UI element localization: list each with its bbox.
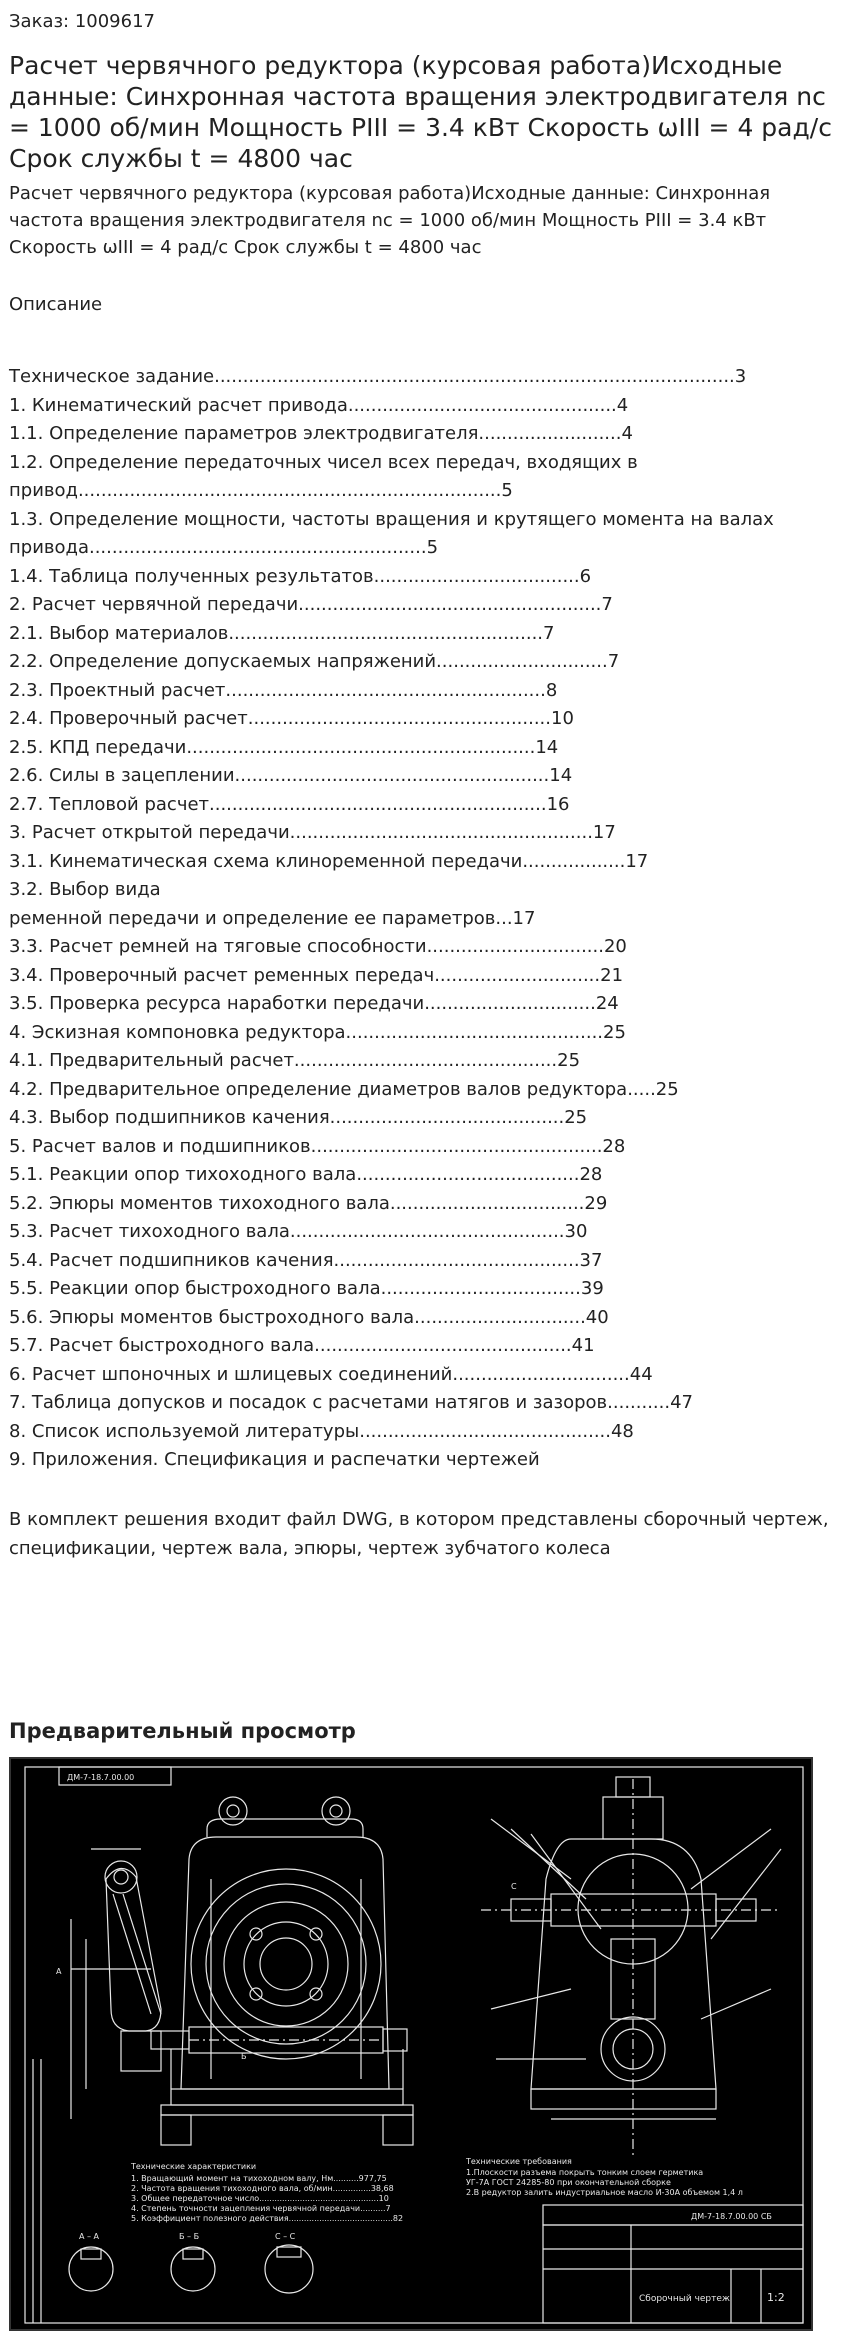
toc-line: 5.3. Расчет тихоходного вала................................................30 (9, 1221, 588, 1242)
toc-line: 9. Приложения. Спецификация и распечатки чертежей (9, 1449, 540, 1470)
toc-line: 6. Расчет шпоночных и шлицевых соединений...............................44 (9, 1363, 653, 1385)
toc-line: 3. Расчет открытой передачи.....................................................17 (9, 822, 616, 843)
toc-line: привод..........................................................................5 (9, 480, 513, 501)
toc-line: 2.3. Проектный расчет........................................................8 (9, 679, 558, 701)
tech-line: 3. Общее передаточное число...............................................10 (131, 2193, 389, 2203)
description-heading: Описание (9, 294, 103, 315)
stamp-title: Сборочный чертеж (639, 2293, 731, 2304)
toc-line: 7. Таблица допусков и посадок с расчетами натягов и зазоров...........47 (9, 1392, 693, 1413)
view-label: С (511, 1881, 517, 1891)
gearbox-front-view (151, 1797, 413, 2145)
subtitle: Расчет червячного редуктора (курсовая работа)Исходные данные: Синхронная частота вращения электродвигателя nc = 1000 об/мин Мощность PIII = 3.4 кВт Скорость ωIII = 4 рад/с Срок службы t = 4800 час (9, 183, 771, 258)
page-title: Расчет червячного редуктора (курсовая работа)Исходные данные: Синхронная частота вращения электродвигателя nc = 1000 об/мин Мощность PIII = 3.4 кВт Скорость ωIII = 4 рад/с Срок службы t = 4800 час (9, 51, 832, 173)
tech-line: 1. Вращающий момент на тихоходном валу, Нм..........977,75 (131, 2173, 387, 2183)
view-label: Б (241, 2051, 247, 2061)
toc-line: 5. Расчет валов и подшипников...................................................28 (9, 1135, 626, 1157)
section-label: С – С (275, 2231, 296, 2241)
drawing-frame (25, 1767, 803, 2323)
toc-line: 3.2. Выбор вида (9, 879, 161, 900)
toc-line: 1.1. Определение параметров электродвигателя.........................4 (9, 423, 633, 444)
toc-line: 4.2. Предварительное определение диаметров валов редуктора.....25 (9, 1078, 679, 1100)
toc-line: привода...........................................................5 (9, 537, 439, 558)
tech-line: 5. Коэффициент полезного действия.........................................82 (131, 2213, 404, 2223)
toc-line: Техническое задание...........................................................................................3 (9, 366, 747, 387)
toc-line: 1. Кинематический расчет привода...............................................4 (9, 394, 629, 416)
toc-line: 1.4. Таблица полученных результатов....................................6 (9, 565, 592, 587)
view-label: А (56, 1966, 62, 1976)
toc-line: 3.1. Кинематическая схема клиноременной передачи..................17 (9, 850, 649, 872)
section-label: А – А (79, 2231, 100, 2241)
table-of-contents (9, 363, 838, 1475)
toc-line: 3.5. Проверка ресурса наработки передачи..............................24 (9, 993, 619, 1014)
drawing-preview[interactable] (9, 1757, 813, 2331)
section-label: Б – Б (179, 2231, 200, 2241)
req-line: 1.Плоскости разъема покрыть тонким слоем герметика (466, 2167, 704, 2177)
toc-line: 2.1. Выбор материалов.......................................................7 (9, 622, 555, 644)
toc-line: 2.4. Проверочный расчет.....................................................10 (9, 708, 574, 729)
tech-line: 4. Степень точности зацепления червячной передачи..........7 (131, 2203, 391, 2213)
req-heading: Технические требования (466, 2156, 572, 2166)
toc-line: 4.3. Выбор подшипников качения.........................................25 (9, 1107, 588, 1128)
toc-line: ременной передачи и определение ее параметров...17 (9, 907, 536, 929)
toc-line: 5.1. Реакции опор тихоходного вала.......................................28 (9, 1164, 603, 1185)
section-views (69, 2245, 313, 2293)
tech-heading: Технические характеристики (131, 2161, 257, 2171)
toc-line: 5.6. Эпюры моментов быстроходного вала..............................40 (9, 1306, 609, 1328)
title-block (543, 2225, 803, 2323)
package-note: В комплект решения входит файл DWG, в котором представлены сборочный чертеж, спецификации, чертеж вала, эпюры, чертеж зубчатого колеса (9, 1508, 829, 1559)
toc-line: 2.5. КПД передачи.............................................................14 (9, 736, 559, 758)
toc-line: 3.3. Расчет ремней на тяговые способности...............................20 (9, 936, 627, 957)
stamp-code: ДМ-7-18.7.00.00 СБ (691, 2211, 772, 2221)
req-line: 2.В редуктор залить индустриальное масло И-30А объемом 1,4 л (466, 2187, 743, 2197)
toc-line: 2. Расчет червячной передачи.....................................................7 (9, 594, 613, 615)
gearbox-side-section (481, 1777, 781, 2159)
req-line: УГ-7А ГОСТ 24285-80 при окончательной сборке (466, 2177, 671, 2187)
toc-line: 5.7. Расчет быстроходного вала.............................................41 (9, 1335, 595, 1356)
toc-line: 2.6. Силы в зацеплении.......................................................14 (9, 765, 573, 786)
stamp-top: ДМ-7-18.7.00.00 (67, 1772, 135, 1782)
toc-line: 3.4. Проверочный расчет ременных передач.............................21 (9, 964, 624, 986)
toc-line: 2.2. Определение допускаемых напряжений..............................7 (9, 651, 620, 672)
toc-line: 5.5. Реакции опор быстроходного вала...................................39 (9, 1278, 604, 1299)
assembly-drawing (11, 1759, 811, 2329)
toc-line: 5.2. Эпюры моментов тихоходного вала..................................29 (9, 1192, 608, 1214)
toc-line: 4. Эскизная компоновка редуктора.............................................25 (9, 1021, 626, 1043)
toc-line: 8. Список используемой литературы............................................48 (9, 1420, 634, 1442)
toc-line: 2.7. Тепловой расчет...........................................................16 (9, 793, 570, 815)
toc-line: 5.4. Расчет подшипников качения...........................................37 (9, 1249, 603, 1271)
tech-line: 2. Частота вращения тихоходного вала, об/мин...............38,68 (131, 2183, 394, 2193)
toc-line: 4.1. Предварительный расчет..............................................25 (9, 1050, 581, 1071)
toc-line: 1.3. Определение мощности, частоты вращения и крутящего момента на валах (9, 508, 774, 530)
toc-line: 1.2. Определение передаточных чисел всех передач, входящих в (9, 451, 638, 473)
stamp-scale: 1:2 (767, 2290, 785, 2304)
preview-heading: Предварительный просмотр (9, 1718, 356, 1743)
order-number: Заказ: 1009617 (9, 11, 155, 32)
